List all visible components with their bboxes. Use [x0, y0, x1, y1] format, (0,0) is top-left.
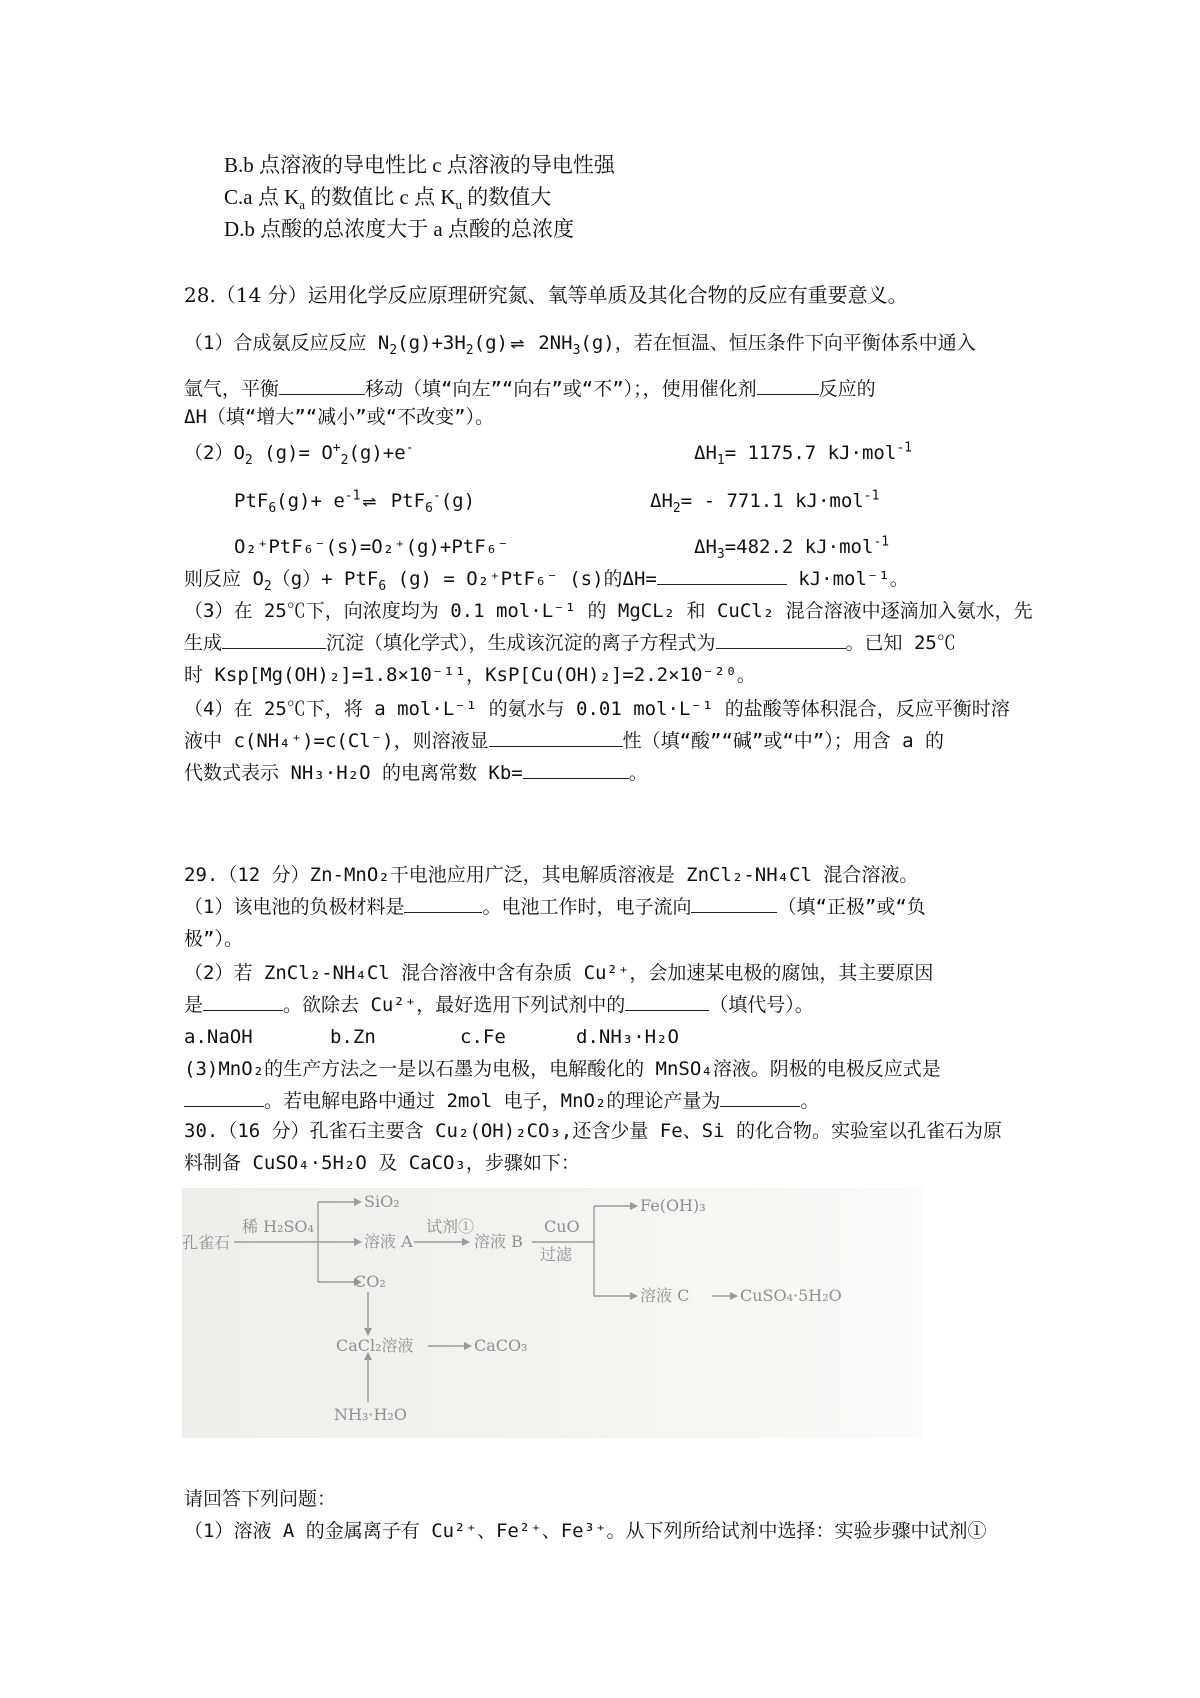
flow-solution-c: 溶液 C — [640, 1286, 690, 1305]
flow-reagent-1: 稀 H₂SO₄ — [242, 1217, 314, 1236]
answer-blank[interactable] — [489, 728, 623, 747]
flow-sio2: SiO₂ — [364, 1192, 400, 1211]
question-28-part4-line2: 液中 c(NH₄⁺)=c(Cl⁻)，则溶液显 性（填“酸”“碱”或“中”）；用含 a 的 — [184, 730, 945, 752]
question-28-dh2: $\Delta H_2= - 771.1$ kJ·mol$^{-1}$ — [650, 488, 880, 516]
flow-cacl2: CaCl₂溶液 — [336, 1336, 414, 1355]
question-29-part1-line1: （1）该电池的负极材料是 。电池工作时，电子流向 （填“正极”或“负 — [184, 896, 926, 918]
flow-nh3: NH₃·H₂O — [334, 1405, 407, 1424]
answer-blank[interactable] — [720, 1088, 800, 1107]
question-28-part2-eq1: $(2)O_2$ $(g)= O^+_2(g)+e^-$ — [184, 440, 414, 468]
process-flow-diagram — [182, 1188, 922, 1438]
answer-blank[interactable] — [716, 630, 846, 649]
question-30-line2: 料制备 CuSO₄·5H₂O 及 CaCO₃，步骤如下： — [184, 1152, 580, 1174]
answer-blank[interactable] — [625, 992, 709, 1011]
flow-product-cuso4: CuSO₄·5H₂O — [740, 1286, 842, 1305]
option-27-b: B.b 点溶液的导电性比 c 点溶液的导电性强 — [224, 153, 615, 177]
question-28-part1-line2: 氩气，平衡 移动（填“向左”“向右”或“不”）；，使用催化剂 反应的 — [184, 378, 876, 400]
question-28-dh3: $\Delta H_3=482.2$ kJ·mol$^{-1}$ — [694, 534, 890, 562]
option-27-d: D.b 点酸的总浓度大于 a 点酸的总浓度 — [224, 217, 574, 241]
flow-start: 孔雀石 — [182, 1233, 231, 1252]
answer-blank[interactable] — [757, 376, 819, 395]
flow-arrows — [182, 1188, 922, 1438]
question-30-prompt: 请回答下列问题： — [184, 1488, 337, 1510]
answer-blank[interactable] — [523, 760, 629, 779]
question-29-title: 29.（12 分）Zn-MnO₂干电池应用广泛，其电解质溶液是 ZnCl₂-NH₄Cl 混合溶液。 — [184, 864, 919, 886]
answer-blank[interactable] — [404, 894, 482, 913]
question-29-part1-line2: 极”）。 — [184, 928, 243, 950]
question-28-part3-line2: 生成 沉淀（填化学式），生成该沉淀的离子方程式为 。已知 25℃ — [184, 632, 956, 654]
choice-a: a.NaOH — [184, 1026, 253, 1048]
flow-co2: CO₂ — [354, 1272, 386, 1291]
answer-blank[interactable] — [657, 566, 787, 585]
flow-filter: 过滤 — [540, 1245, 573, 1264]
answer-blank[interactable] — [184, 1088, 264, 1107]
question-29-part2-line2: 是 。欲除去 Cu²⁺，最好选用下列试剂中的 （填代号）。 — [184, 994, 814, 1016]
flow-reagent-step: 试剂① — [426, 1217, 475, 1236]
question-30-line1: 30.（16 分）孔雀石主要含 Cu₂(OH)₂CO₃,还含少量 Fe、Si 的化合物。实验室以孔雀石为原 — [184, 1120, 1002, 1142]
question-29-part3-line1: (3)MnO₂的生产方法之一是以石墨为电极，电解酸化的 MnSO₄溶液。阴极的电极反应式是 — [184, 1058, 941, 1080]
question-29-part3-line2: 。若电解电路中通过 2mol 电子，MnO₂的理论产量为 。 — [184, 1088, 819, 1114]
question-28-part2-eq2: $PtF_6(g)+ e^{-1}$ ⇌ PtF$_6$-(g) — [234, 488, 476, 516]
choice-d: d.NH₃·H₂O — [576, 1026, 679, 1048]
equilibrium-arrow-icon: ⇌ — [510, 333, 525, 354]
answer-blank[interactable] — [691, 894, 777, 913]
question-28-part1-line1: （1）合成氨反应反应 $N_2(g)+3H_2(g)$ ⇌ $2NH_3(g)$，若在恒温、恒压条件下向平衡体系中通入 — [184, 332, 976, 358]
flow-caco3: CaCO₃ — [474, 1336, 528, 1355]
question-28-part3-line1: （3）在 25℃下，向浓度均为 0.1 mol·L⁻¹ 的 MgCL₂ 和 CuCl₂ 混合溶液中逐滴加入氨水，先 — [184, 600, 1033, 622]
answer-blank[interactable] — [203, 992, 283, 1011]
equilibrium-arrow-icon: ⇌ — [362, 491, 377, 512]
question-29-part2-line1: （2）若 ZnCl₂-NH₄Cl 混合溶液中含有杂质 Cu²⁺，会加速某电极的腐蚀，其主要原因 — [184, 962, 934, 984]
question-28-part2-eq3: O₂⁺PtF₆⁻(s)=O₂⁺(g)+PtF₆⁻ — [234, 536, 509, 558]
question-28-part4-line3: 代数式表示 NH₃·H₂O 的电离常数 Kb= 。 — [184, 762, 648, 784]
question-28-part4-line1: （4）在 25℃下，将 a mol·L⁻¹ 的氨水与 0.01 mol·L⁻¹ 的盐酸等体积混合，反应平衡时溶 — [184, 698, 1010, 720]
question-28-dh1: $\Delta H_1= 1175.7$ kJ·mol$^{-1}$ — [694, 440, 912, 468]
question-28-part1-line3: ΔH（填“增大”“减小”或“不改变”）。 — [184, 406, 495, 428]
question-28-part3-line3: 时 Ksp[Mg(OH)₂]=1.8×10⁻¹¹，KsP[Cu(OH)₂]=2.2×10⁻²⁰。 — [184, 664, 756, 686]
flow-solution-a: 溶液 A — [364, 1232, 413, 1251]
choice-c: c.Fe — [460, 1026, 506, 1048]
question-30-part1: （1）溶液 A 的金属离子有 Cu²⁺、Fe²⁺、Fe³⁺。从下列所给试剂中选择：实验步骤中试剂① — [184, 1520, 987, 1542]
question-28-title: 28.（14 分）运用化学反应原理研究氮、氧等单质及其化合物的反应有重要意义。 — [184, 283, 908, 307]
flow-cuo: CuO — [544, 1217, 580, 1236]
answer-blank[interactable] — [279, 376, 365, 395]
choice-b: b.Zn — [330, 1026, 376, 1048]
flow-solution-b: 溶液 B — [474, 1232, 523, 1251]
answer-blank[interactable] — [222, 630, 326, 649]
flow-feoh3: Fe(OH)₃ — [640, 1196, 706, 1215]
option-27-c: C.a 点 $K_a$ 的数值比 c 点 $K_u$ 的数值大 — [224, 185, 552, 213]
question-28-part2-question: 则反应 $O_2(g)+ PtF_6$ (g) = O₂⁺PtF₆⁻ (s)的ΔH= kJ·mol⁻¹。 — [184, 568, 909, 594]
